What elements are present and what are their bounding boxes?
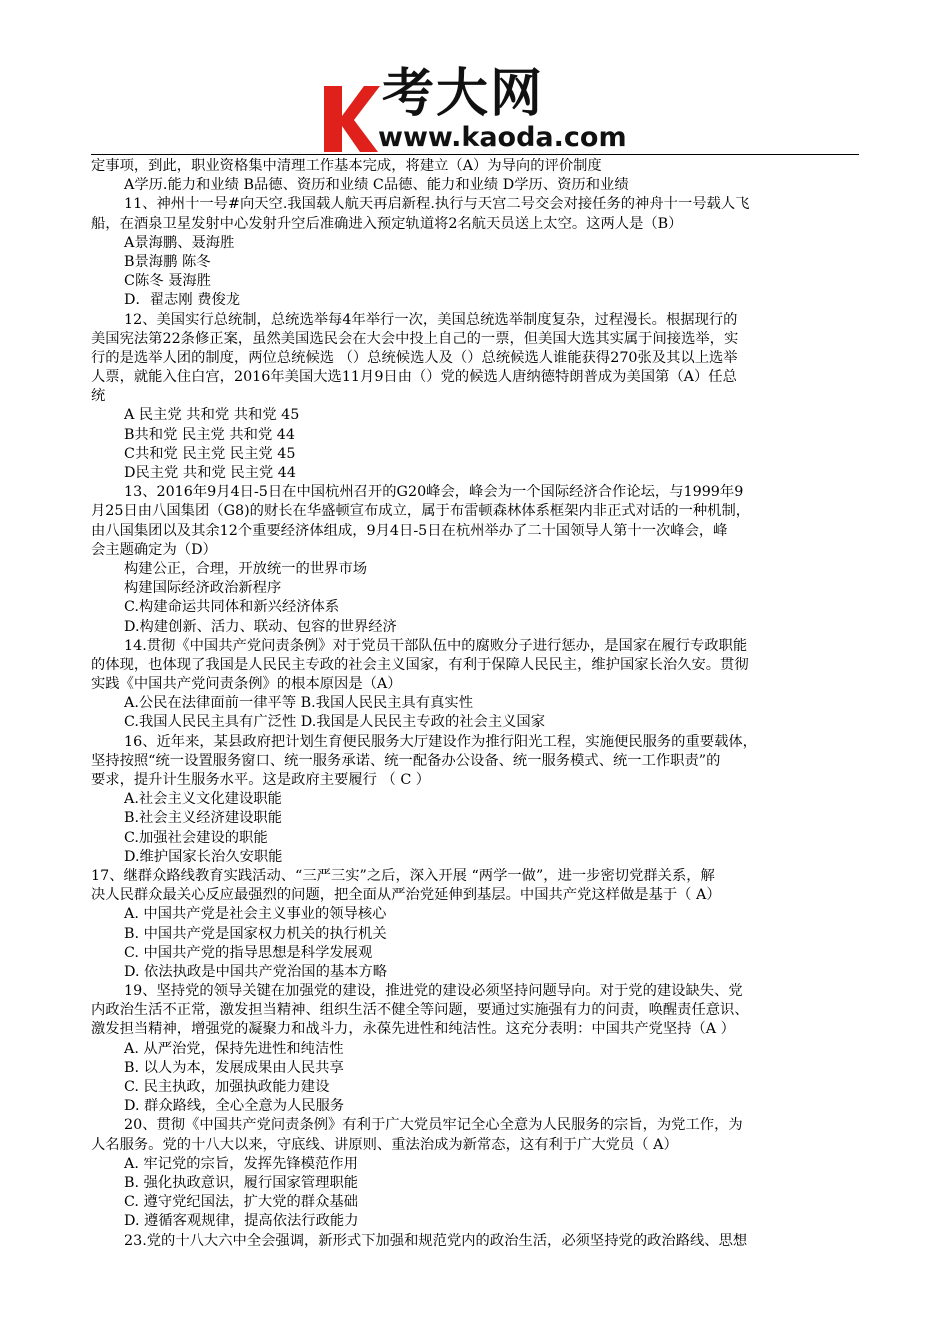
- site-logo[interactable]: [318, 66, 638, 156]
- text-line: C陈冬 聂海胜: [124, 273, 211, 290]
- text-line: C. 遵守党纪国法，扩大党的群众基础: [124, 1194, 358, 1211]
- text-line: B. 强化执政意识，履行国家管理职能: [124, 1174, 359, 1191]
- text-line: 美国宪法第22条修正案，虽然美国选民会在大会中投上自己的一票，但美国大选其实属于间接选举，实: [91, 330, 739, 347]
- text-line: 20、贯彻《中国共产党问责条例》有利于广大党员牢记全心全意为人民服务的宗旨，为党工作，为: [124, 1117, 743, 1134]
- text-line: A. 从严治党，保持先进性和纯洁性: [124, 1040, 344, 1057]
- text-line: 构建国际经济政治新程序: [124, 580, 282, 597]
- text-line: C.加强社会建设的职能: [124, 829, 268, 846]
- header-divider: [91, 154, 859, 155]
- text-line: A. 中国共产党是社会主义事业的领导核心: [124, 906, 387, 923]
- text-line: 14.贯彻《中国共产党问责条例》对于党员干部队伍中的腐败分子进行惩办，是国家在履行专政职能: [124, 637, 748, 654]
- text-line: 激发担当精神，增强党的凝聚力和战斗力，永葆先进性和纯洁性。这充分表明：中国共产党坚持（A ）: [91, 1021, 735, 1038]
- text-line: D.维护国家长治久安职能: [124, 848, 283, 865]
- text-line: 月25日由八国集团（G8)的财长在华盛顿宣布成立，属于布雷顿森林体系框架内非正式对话的一种机制，: [91, 503, 751, 520]
- text-line: D. 遵循客观规律，提高依法行政能力: [124, 1213, 359, 1230]
- text-line: 16、近年来，某县政府把计划生育便民服务大厅建设作为推行阳光工程，实施便民服务的重要载体，: [124, 733, 757, 750]
- text-line: 的体现，也体现了我国是人民民主专政的社会主义国家，有利于保障人民民主，维护国家长治久安。贯彻: [91, 656, 749, 673]
- text-line: A景海鹏、聂海胜: [124, 234, 235, 251]
- logo-k-icon: [318, 66, 382, 154]
- text-line: D.构建创新、活力、联动、包容的世界经济: [124, 618, 397, 635]
- text-line: D. 群众路线，全心全意为人民服务: [124, 1098, 345, 1115]
- text-line: C. 中国共产党的指导思想是科学发展观: [124, 944, 373, 961]
- text-line: B共和党 民主党 共和党 44: [124, 426, 296, 443]
- text-line: 行的是选举人团的制度，两位总统候选 （）总统候选人及（）总统候选人谁能获得270张及其以上选举: [91, 349, 738, 366]
- text-line: 由八国集团以及其余12个重要经济体组成，9月4日-5日在杭州举办了二十国领导人第十一次峰会，峰: [91, 522, 728, 539]
- logo-url: www.kaoda.com: [378, 122, 627, 153]
- text-line: B. 以人为本，发展成果由人民共享: [124, 1059, 344, 1076]
- text-line: A 民主党 共和党 共和党 45: [124, 407, 300, 424]
- text-line: A.公民在法律面前一律平等 B.我国人民民主具有真实性: [124, 695, 473, 712]
- text-line: A. 牢记党的宗旨，发挥先锋模范作用: [124, 1155, 358, 1172]
- text-line: 要求，提升计生服务水平。这是政府主要履行 （ C ）: [91, 772, 431, 788]
- text-line: C.我国人民民主具有广泛性 D.我国是人民民主专政的社会主义国家: [124, 714, 546, 731]
- document-body: [91, 157, 861, 1251]
- logo-title: 考大网: [382, 64, 545, 124]
- text-line: 实践《中国共产党问责条例》的根本原因是（A）: [91, 676, 402, 693]
- text-line: 定事项，到此，职业资格集中清理工作基本完成，将建立（A）为导向的评价制度: [91, 158, 602, 174]
- text-line: 11、神州十一号#向天空.我国载人航天再启新程.执行与天宫二号交会对接任务的神舟十一号载人飞: [124, 196, 750, 213]
- text-line: A.社会主义文化建设职能: [124, 791, 282, 808]
- text-line: 内政治生活不正常，激发担当精神、组织生活不健全等问题，要通过实施强有力的问责，唤醒责任意识、: [91, 1002, 749, 1019]
- text-line: 17、继群众路线教育实践活动、“三严三实”之后，深入开展 “两学一做”，进一步密切党群关系，解: [91, 867, 715, 884]
- text-line: 23.党的十八大六中全会强调，新形式下加强和规范党内的政治生活，必须坚持党的政治路线、思想: [124, 1232, 748, 1249]
- text-line: A学历.能力和业绩 B品德、资历和业绩 C品德、能力和业绩 D学历、资历和业绩: [124, 177, 629, 194]
- text-line: 13、2016年9月4日-5日在中国杭州召开的G20峰会，峰会为一个国际经济合作论坛，与1999年9: [124, 484, 744, 501]
- text-line: B.社会主义经济建设职能: [124, 810, 283, 827]
- text-line: 坚持按照“统一设置服务窗口、统一服务承诺、统一配备办公设备、统一服务模式、统一工作职责”的: [91, 752, 721, 769]
- text-line: C. 民主执政，加强执政能力建设: [124, 1079, 330, 1095]
- text-line: 19、坚持党的领导关键在加强党的建设，推进党的建设必须坚持问题导向。对于党的建设缺失、党: [124, 983, 743, 1000]
- text-line: C.构建命运共同体和新兴经济体系: [124, 599, 340, 616]
- text-line: B景海鹏 陈冬: [124, 253, 211, 270]
- text-line: 决人民群众最关心反应最强烈的问题，把全面从严治党延伸到基层。中国共产党这样做是基于（ A）: [91, 887, 721, 904]
- text-line: D．翟志刚 费俊龙: [124, 292, 241, 309]
- text-line: 人票，就能入住白宫，2016年美国大选11月9日由（）党的候选人唐纳德特朗普成为美国第（A）任总: [91, 369, 737, 386]
- text-line: C共和党 民主党 民主党 45: [124, 445, 296, 462]
- text-line: 船，在酒泉卫星发射中心发射升空后准确进入预定轨道将2名航天员送上太空。这两人是（B）: [91, 215, 683, 232]
- text-line: 构建公正，合理，开放统一的世界市场: [124, 560, 368, 577]
- text-line: D民主党 共和党 民主党 44: [124, 465, 296, 481]
- text-line: D. 依法执政是中国共产党治国的基本方略: [124, 963, 388, 980]
- text-line: 统: [91, 388, 106, 405]
- text-line: B. 中国共产党是国家权力机关的执行机关: [124, 925, 387, 942]
- text-line: 会主题确定为（D）: [91, 541, 217, 558]
- text-line: 人名服务。党的十八大以来，守底线、讲原则、重法治成为新常态，这有利于广大党员（ A）: [91, 1136, 678, 1153]
- text-line: 12、美国实行总统制，总统选举每4年举行一次，美国总统选举制度复杂，过程漫长。根据现行的: [124, 311, 738, 328]
